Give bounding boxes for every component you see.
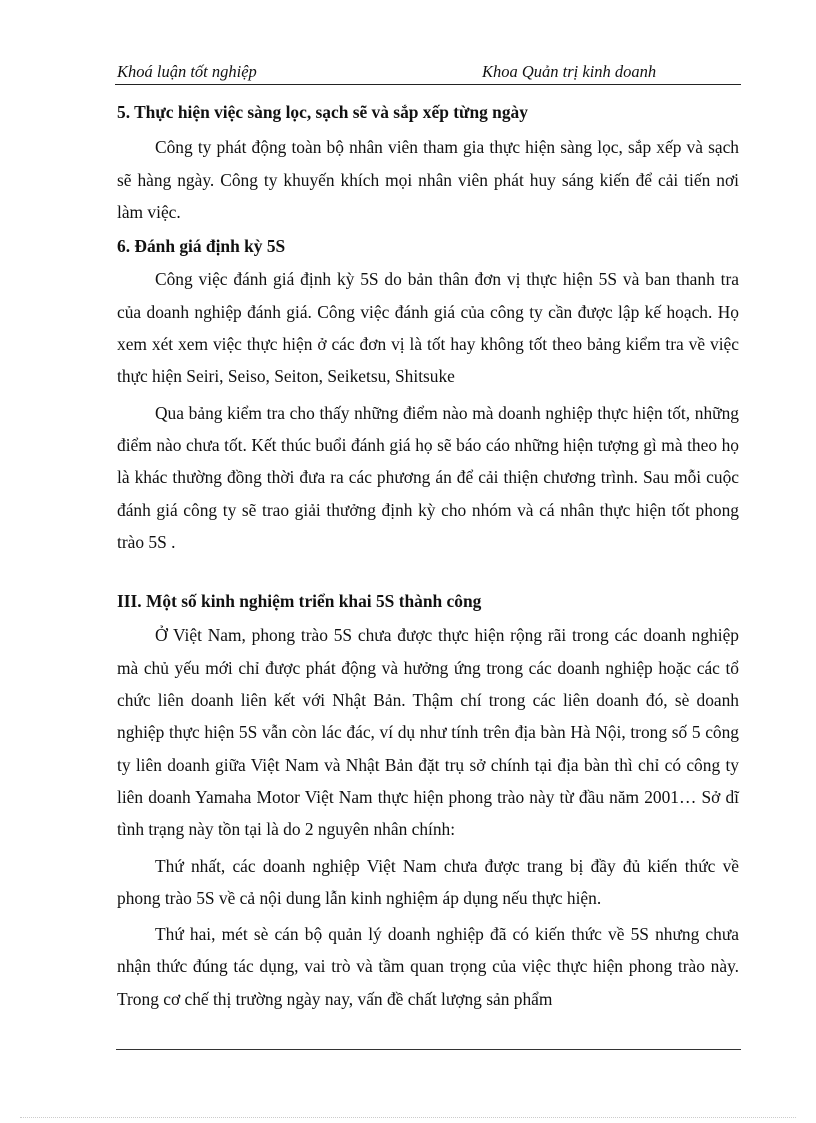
paragraph: Thứ nhất, các doanh nghiệp Việt Nam chưa được trang bị đầy đủ kiến thức về phong trào 5S về cả nội dung lẫn kinh nghiệm áp dụng nếu thực hiện. [117,855,739,908]
page-header [115,60,741,85]
footer-divider [116,1049,741,1050]
paragraph: Ở Việt Nam, phong trào 5S chưa được thực hiện rộng rãi trong các doanh nghiệp mà chủ yếu mới chỉ được phát động và hưởng ứng trong các doanh nghiệp hoặc các tổ chức liên doanh liên kết với Nhật Bản. Thậm chí trong các liên doanh đó, sè doanh nghiệp thực hiện 5S vẫn còn lác đác, ví dụ như tính trên địa bàn Hà Nội, trong số 5 công ty liên doanh giữa Việt Nam và Nhật Bản đặt trụ sở chính tại địa bàn thì chỉ có công ty liên doanh Yamaha Motor Việt Nam thực hiện phong trào này từ đầu năm 2001… Sở dĩ tình trạng này tồn tại là do 2 nguyên nhân chính: [117,625,739,840]
document-body [117,96,739,1015]
paragraph: Thứ hai, mét sè cán bộ quản lý doanh nghiệp đã có kiến thức về 5S nhưng chưa nhận thức đúng tác dụng, vai trò và tầm quan trọng của việc thực hiện phong trào này. Trong cơ chế thị trường ngày nay, vấn đề chất lượng sản phẩm [117,924,739,1009]
section-heading-6: 6. Đánh giá định kỳ 5S [117,236,286,257]
paragraph: Công việc đánh giá định kỳ 5S do bản thân đơn vị thực hiện 5S và ban thanh tra của doanh nghiệp đánh giá. Công việc đánh giá của công ty cần được lập kế hoạch. Họ xem xét xem việc thực hiện ở các đơn vị là tốt hay không tốt theo bảng kiểm tra về việc thực hiện Seiri, Seiso, Seiton, Seiketsu, Shitsuke [117,269,739,387]
page-edge-dots [20,1117,796,1118]
paragraph: Qua bảng kiểm tra cho thấy những điểm nào mà doanh nghiệp thực hiện tốt, những điểm nào chưa tốt. Kết thúc buổi đánh giá họ sẽ báo cáo những hiện tượng gì mà theo họ là khác thường đồng thời đưa ra các phương án để cải thiện chương trình. Sau mỗi cuộc đánh giá công ty sẽ trao giải thưởng định kỳ cho nhóm và cá nhân thực hiện tốt phong trào 5S . [117,402,739,552]
header-thesis-title: Khoá luận tốt nghiệp [117,62,257,81]
paragraph: Công ty phát động toàn bộ nhân viên tham gia thực hiện sàng lọc, sắp xếp và sạch sẽ hàng ngày. Công ty khuyến khích mọi nhân viên phát huy sáng kiến để cải tiến nơi làm việc. [117,137,739,222]
section-heading-5: 5. Thực hiện việc sàng lọc, sạch sẽ và sắp xếp từng ngày [117,102,528,122]
section-heading-iii: III. Một số kinh nghiệm triển khai 5S thành công [117,591,482,612]
header-faculty: Khoa Quản trị kinh doanh [482,62,657,81]
